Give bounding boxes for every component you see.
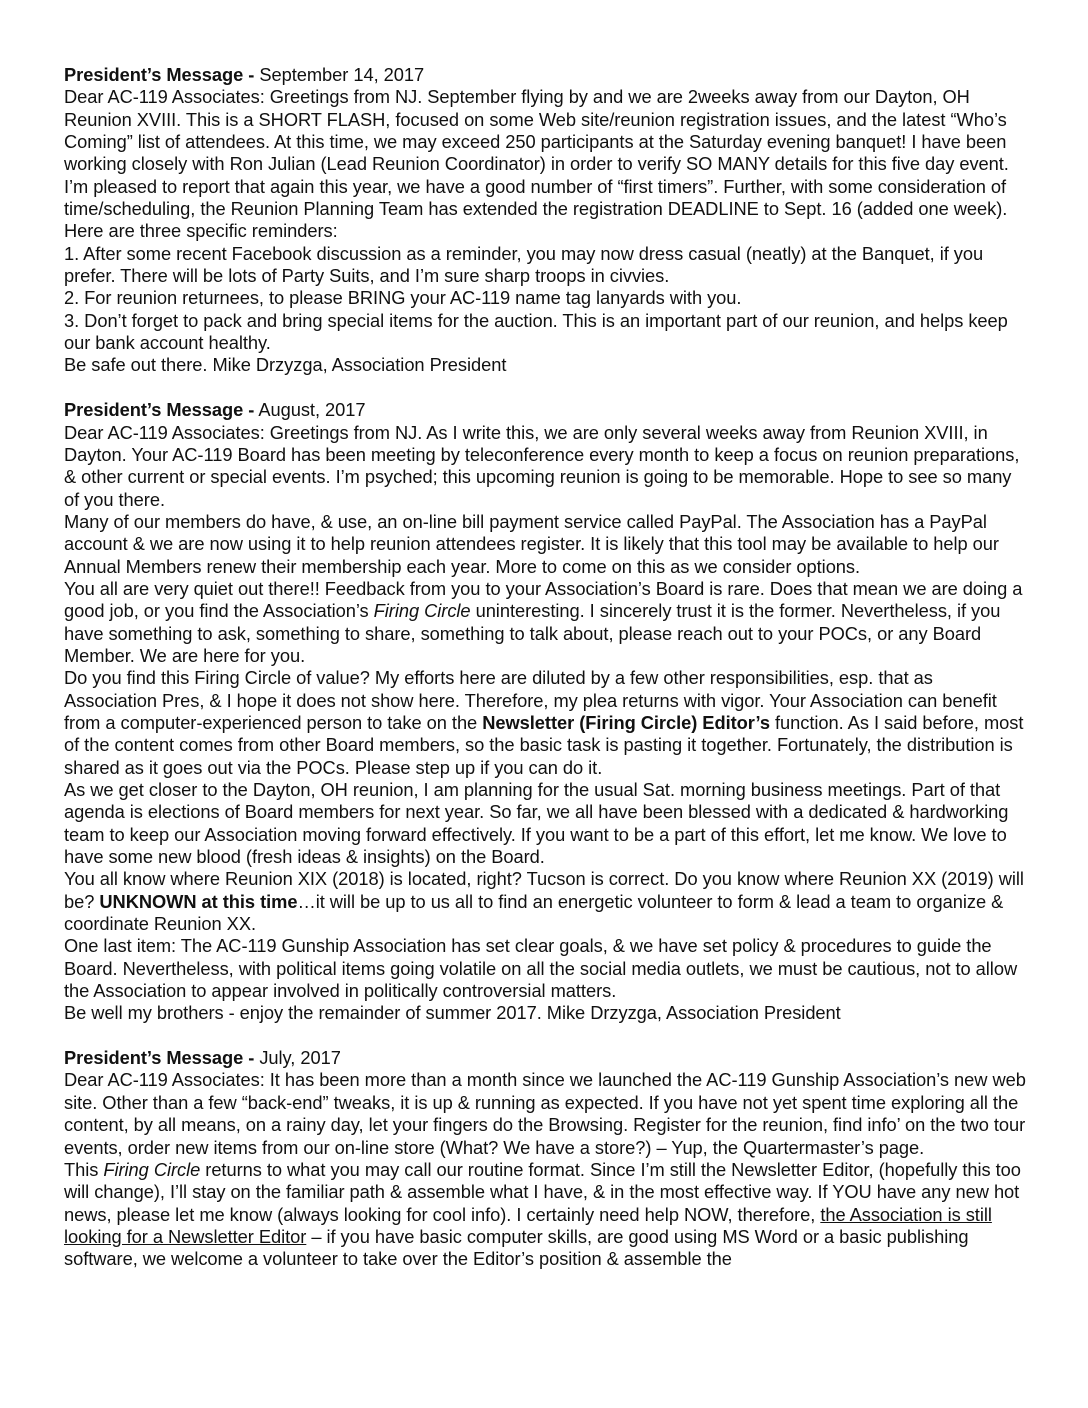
paragraph: [64, 1159, 1026, 1271]
paragraph: [64, 578, 1026, 667]
section-heading: [64, 399, 1026, 421]
text-run: This: [64, 1158, 104, 1180]
underlined-text: the Association is still looking for a Newsletter Editor: [64, 1203, 992, 1247]
italic-text: Firing Circle: [373, 600, 471, 622]
text-run: – if you have basic computer skills, are good using MS Word or a basic publishing software, we welcome a volunteer to take over the Editor’s position & assemble the: [64, 1225, 969, 1270]
paragraph: One last item: The AC-119 Gunship Association has set clear goals, & we have set policy & procedures to guide the Board. Nevertheless, with political items going volatile on all the social media outlets, we must be cautious, not to allow the Association to appear involved in politically controversial matters.: [64, 935, 1018, 1002]
paragraph: 2. For reunion returnees, to please BRING your AC-119 name tag lanyards with you.: [64, 287, 742, 309]
signature-line: Be well my brothers - enjoy the remainder of summer 2017. Mike Drzyzga, Association President: [64, 1002, 841, 1024]
bold-text: UNKNOWN at this time: [99, 890, 298, 912]
section-heading: [64, 64, 1026, 86]
paragraph: 1. After some recent Facebook discussion as a reminder, you may now dress casual (neatly) at the Banquet, if you prefer. There will be lots of Party Suits, and I’m sure sharp troops in civvies.: [64, 242, 984, 287]
text-run: Do you find this Firing Circle of value? My efforts here are diluted by a few other responsibilities, esp. that as Association Pres, & I hope it does not show here. Therefore, my plea returns with vigor. Your Association can benefit from a computer-experienced person to take on the: [64, 667, 997, 733]
heading-title: President’s Message -: [64, 64, 255, 85]
message-july-2017: [64, 1047, 1026, 1270]
text-run: function. As I said before, most of the content comes from other Board members, so the basic task is pasting it together. Fortunately, the distribution is shared as it goes out via the POCs. Please step up if you can do it.: [64, 711, 1024, 778]
paragraph: Dear AC-119 Associates: Greetings from NJ. September flying by and we are 2weeks away from our Dayton, OH Reunion XVIII. This is a SHORT FLASH, focused on some Web site/reunion registration issues, and the latest “Who’s Coming” list of attendees. At this time, we may exceed 250 participants at the Saturday evening banquet! I have been working closely with Ron Julian (Lead Reunion Coordinator) in order to verify SO MANY details for this five day event. I’m pleased to report that again this year, we have a good number of “first timers”. Further, with some consideration of time/scheduling, the Reunion Planning Team has extended the registration DEADLINE to Sept. 16 (added one week). Here are three specific reminders:: [64, 86, 1009, 242]
message-august-2017: [64, 399, 1026, 1025]
heading-title: President’s Message -: [64, 1047, 255, 1069]
paragraph: Many of our members do have, & use, an on-line bill payment service called PayPal. The Association has a PayPal account & we are now using it to help reunion attendees register. It is likely that this tool may be available to help our Annual Members renew their membership each year. More to come on this as we consider options.: [64, 510, 999, 577]
bold-text: Newsletter (Firing Circle) Editor’s: [482, 711, 770, 733]
paragraph: Dear AC-119 Associates: Greetings from NJ. As I write this, we are only several weeks away from Reunion XVIII, in Dayton. Your AC-119 Board has been meeting by teleconference every month to keep a focus on reunion preparations, & other current or special events. I’m psyched; this upcoming reunion is going to be memorable. Hope to see so many of you there.: [64, 421, 1020, 510]
paragraph: [64, 667, 1026, 779]
document-page: [64, 64, 1026, 1293]
paragraph: [64, 868, 1026, 935]
heading-date: August, 2017: [254, 399, 366, 421]
text-run: uninteresting. I sincerely trust it is the former. Nevertheless, if you have something to ask, something to share, something to talk about, please reach out to your POCs, or any Board Member. We are here for you.: [64, 600, 1001, 666]
section-heading: [64, 1047, 1026, 1069]
paragraph: As we get closer to the Dayton, OH reunion, I am planning for the usual Sat. morning business meetings. Part of that agenda is elections of Board members for next year. So far, we all have been blessed with a dedicated & hardworking team to keep our Association moving forward effectively. If you want to be a part of this effort, let me know. We love to have some new blood (fresh ideas & insights) on the Board.: [64, 779, 1009, 868]
signature-line: Be safe out there. Mike Drzyzga, Association President: [64, 354, 507, 376]
paragraph: 3. Don’t forget to pack and bring special items for the auction. This is an important part of our reunion, and helps keep our bank account healthy.: [64, 309, 1008, 354]
text-run: returns to what you may call our routine format. Since I’m still the Newsletter Editor, (hopefully this too will change), I’ll stay on the familiar path & assemble what I have, & in the most effective way. If YOU have any new hot news, please let me know (always looking for cool info). I certainly need help NOW, therefore,: [64, 1158, 1021, 1225]
text-run: You all are very quiet out there!! Feedback from you to your Association’s Board is rare. Does that mean we are doing a good job, or you find the Association’s: [64, 577, 1023, 622]
paragraph: Dear AC-119 Associates: It has been more than a month since we launched the AC-119 Gunship Association’s new web site. Other than a few “back-end” tweaks, it is up & running as expected. If you have not yet spent time exploring all the content, by all means, on a rainy day, let your fingers do the Browsing. Register for the reunion, find info’ on the two tour events, order new items from our on-line store (What? We have a store?) – Yup, the Quartermaster’s page.: [64, 1069, 1026, 1158]
heading-date: July, 2017: [254, 1047, 341, 1069]
heading-title: President’s Message -: [64, 399, 255, 421]
text-run: You all know where Reunion XIX (2018) is located, right? Tucson is correct. Do you know where Reunion XX (2019) will be?: [64, 868, 1024, 912]
italic-text: Firing Circle: [103, 1158, 201, 1180]
heading-date: September 14, 2017: [254, 64, 425, 85]
message-september-2017: [64, 64, 1026, 377]
text-run: …it will be up to us all to find an energetic volunteer to form & lead a team to organize & coordinate Reunion XX.: [64, 890, 1004, 935]
